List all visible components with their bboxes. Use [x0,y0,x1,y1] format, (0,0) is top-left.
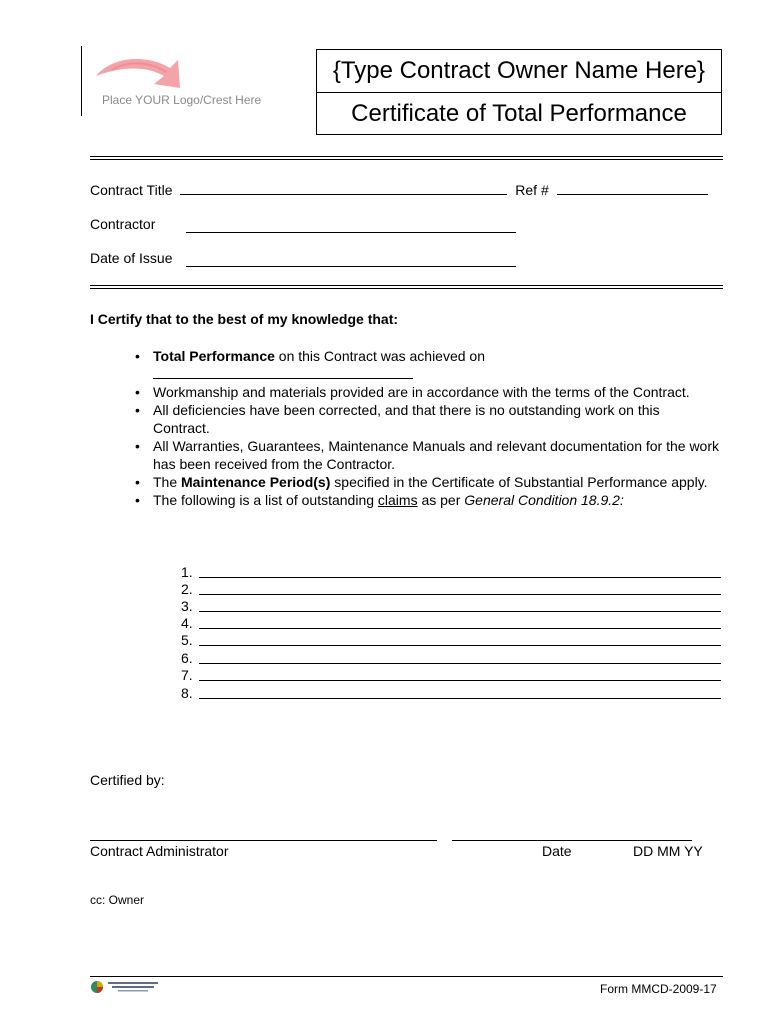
contractor-row [90,216,155,233]
form-id: Form MMCD-2009-17 [600,982,717,996]
date-label: Date [542,843,572,859]
title-box [316,49,722,135]
ref-label: Ref # [515,182,549,198]
bullet-maintenance-period: • The Maintenance Period(s) specified in the Certificate of Substantial Performance apply. [135,473,720,491]
certify-heading: I Certify that to the best of my knowledge that: [90,311,399,327]
logo-divider [81,46,82,116]
contract-owner-placeholder[interactable]: {Type Contract Owner Name Here} [317,50,721,93]
fields-double-rule [90,285,723,289]
contract-administrator-label: Contract Administrator [90,843,229,859]
certified-by-label: Certified by: [90,772,165,788]
claim-field[interactable] [199,650,721,664]
bullet-warranties: • All Warranties, Guarantees, Maintenance Manuals and relevant documentation for the work has been received from the Contractor. [135,437,720,473]
claim-row: 8. [181,685,721,702]
contractor-label: Contractor [90,216,156,232]
date-signature-line[interactable] [452,840,692,841]
cc-owner: cc: Owner [90,893,145,907]
date-format-label: DD MM YY [633,843,703,859]
claim-field[interactable] [199,685,721,699]
claim-field[interactable] [199,632,721,646]
total-performance-date-field[interactable] [153,365,413,379]
bullet-claims: • The following is a list of outstanding claims as per General Condition 18.9.2: [135,491,720,509]
date-of-issue-field[interactable] [186,253,516,267]
claim-row: 1. [181,564,721,581]
bullet-workmanship: • Workmanship and materials provided are in accordance with the terms of the Contract. [135,383,720,401]
date-of-issue-row [90,250,173,267]
claim-field[interactable] [199,581,721,595]
footer-rule [90,976,723,977]
claim-field[interactable] [199,667,721,681]
claim-row: 6. [181,650,721,667]
admin-signature-line[interactable] [90,840,437,841]
document-title: Certificate of Total Performance [351,100,687,127]
bullet-total-performance: • Total Performance on this Contract was achieved on [135,347,720,383]
certify-list [135,347,720,509]
bullet-deficiencies: • All deficiencies have been corrected, and that there is no outstanding work on this Contract. [135,401,720,437]
logo-text: Place YOUR Logo/Crest Here [102,93,262,107]
contract-title-field[interactable] [180,181,507,195]
contract-title-row [90,181,708,199]
claim-row: 2. [181,581,721,598]
claim-field[interactable] [199,615,721,629]
contractor-field[interactable] [186,219,516,233]
claim-row: 5. [181,632,721,649]
date-of-issue-label: Date of Issue [90,250,173,266]
claim-field[interactable] [199,564,721,578]
mmcd-logo-icon [90,979,162,995]
claim-field[interactable] [199,598,721,612]
claim-row: 7. [181,667,721,684]
claim-row: 3. [181,598,721,615]
claim-row: 4. [181,615,721,632]
ref-field[interactable] [557,181,708,195]
contract-title-label: Contract Title [90,182,173,198]
header-double-rule [90,156,723,160]
